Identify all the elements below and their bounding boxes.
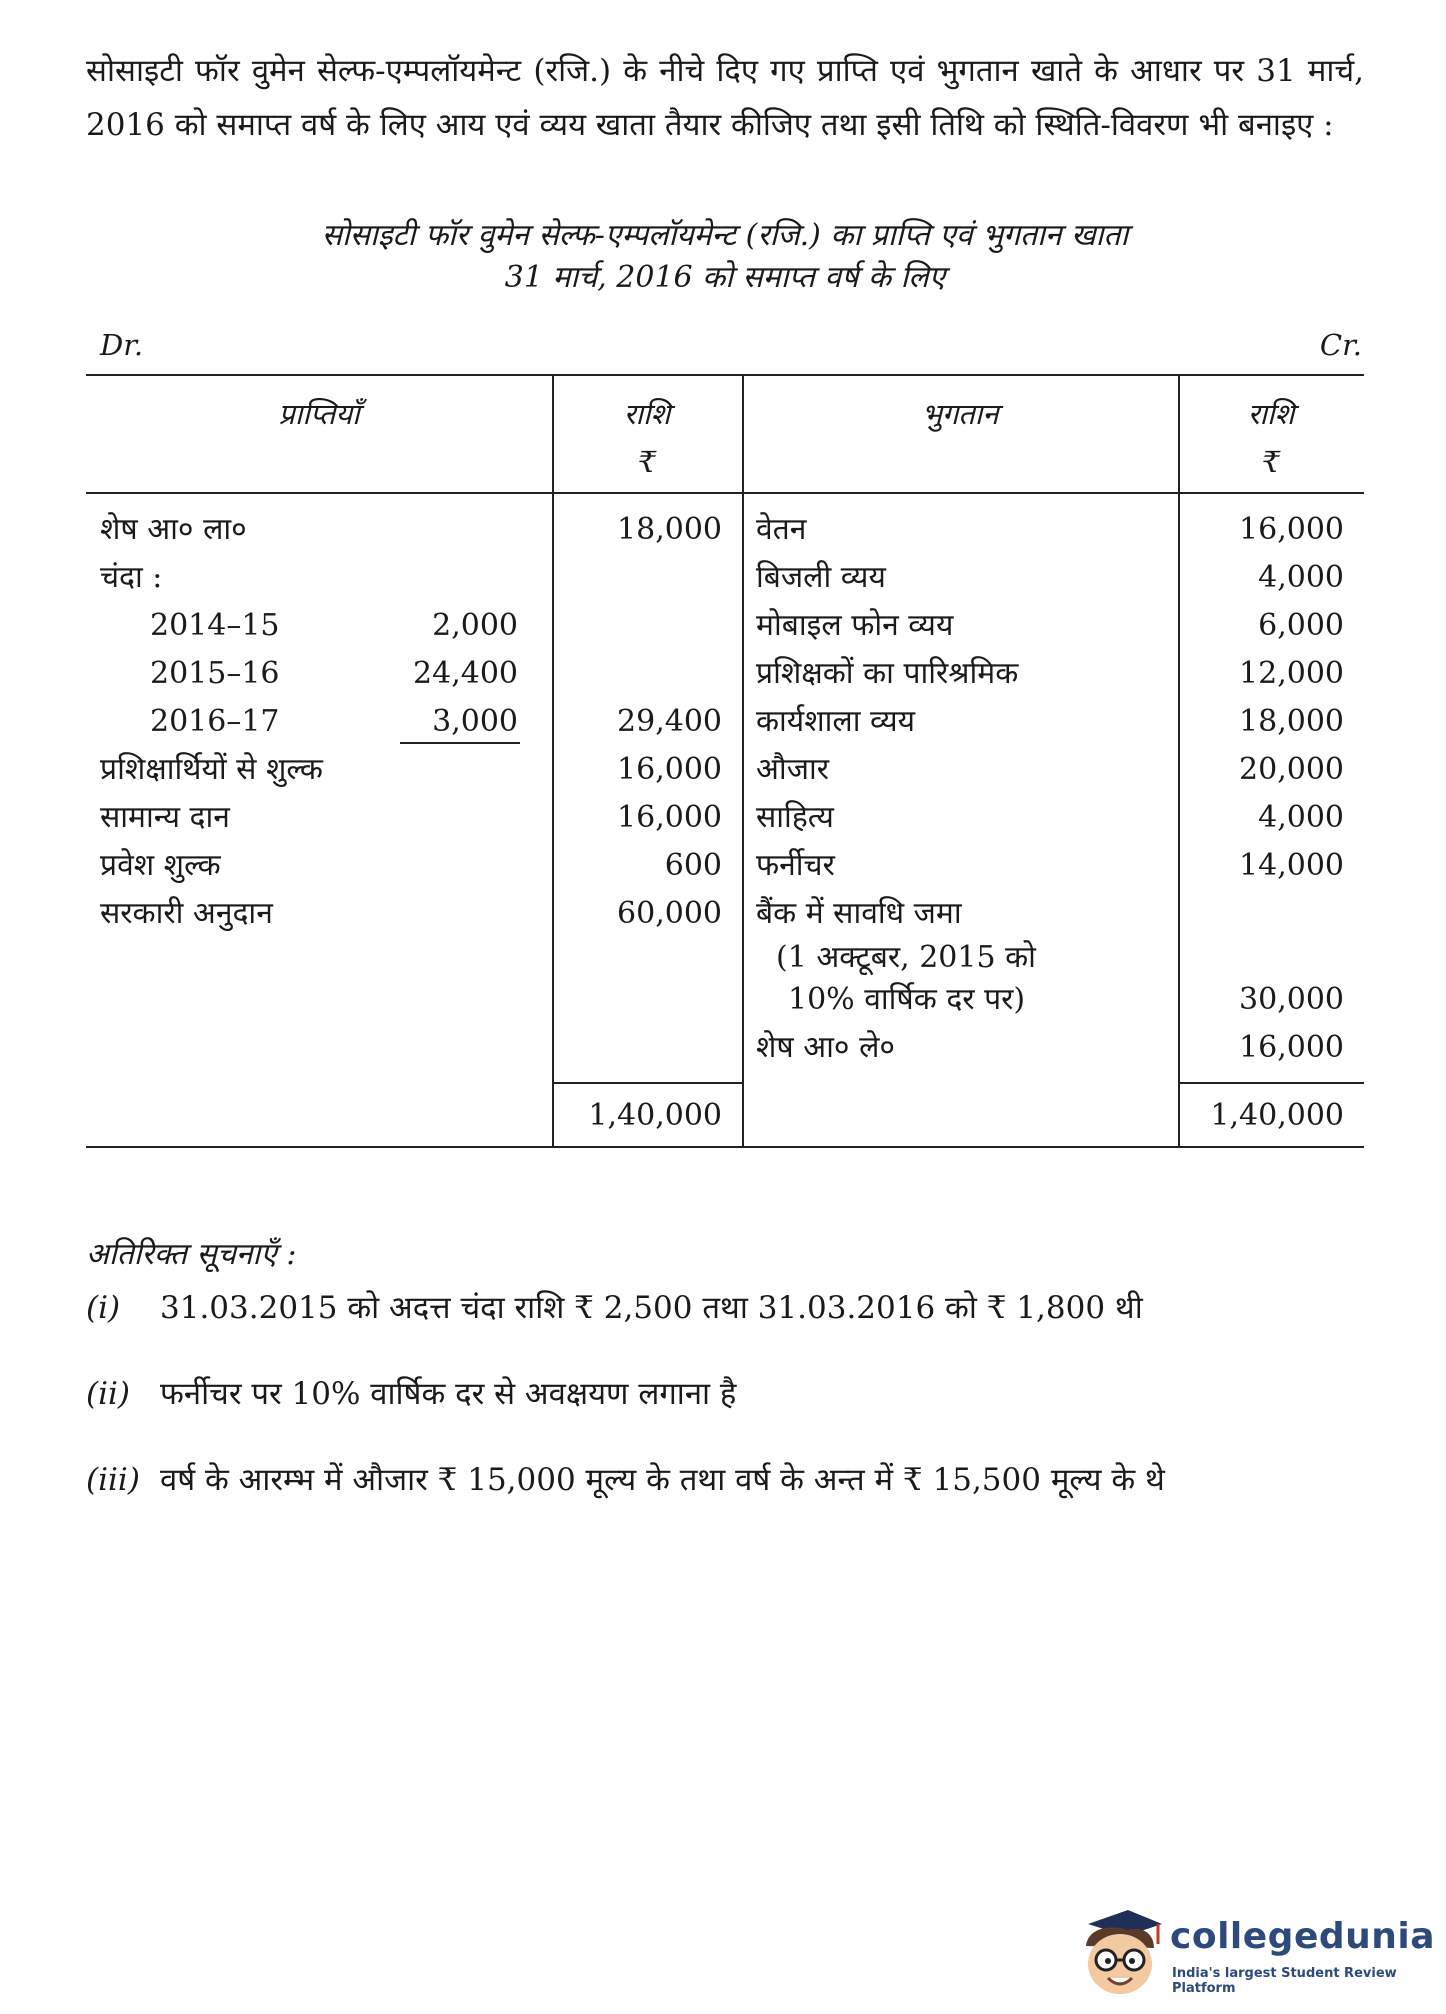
payment-amount: 30,000 — [1239, 982, 1344, 1017]
payments-total-rule — [1178, 1082, 1364, 1084]
payments-header: भुगतान — [921, 397, 999, 431]
payment-label: फर्नीचर — [756, 848, 835, 883]
header-rule — [86, 492, 1364, 494]
note-number: (iii) — [86, 1462, 140, 1498]
payment-amount: 6,000 — [1258, 608, 1344, 643]
receipts-header: प्राप्तियाँ — [278, 397, 360, 431]
amount-label: राशि — [1247, 397, 1295, 431]
payment-label: मोबाइल फोन व्यय — [756, 608, 954, 643]
subscription-year: 2014–15 — [150, 608, 280, 643]
note-text: 31.03.2015 को अदत्त चंदा राशि ₹ 2,500 तथा 31.03.2016 को ₹ 1,800 थी — [160, 1290, 1143, 1326]
rupee-symbol: ₹ — [1261, 445, 1281, 479]
payment-label: बिजली व्यय — [756, 560, 886, 595]
debit-label: Dr. — [100, 328, 144, 362]
receipt-amount: 600 — [664, 848, 722, 883]
credit-label: Cr. — [1319, 328, 1362, 362]
receipt-amount: 60,000 — [617, 896, 722, 931]
payment-label-detail: 10% वार्षिक दर पर) — [788, 982, 1026, 1017]
additional-info-title: अतिरिक्त सूचनाएँ : — [86, 1237, 297, 1272]
receipt-label: शेष आ० ला० — [100, 512, 247, 547]
payment-label: साहित्य — [756, 800, 834, 835]
payment-label-detail: (1 अक्टूबर, 2015 को — [776, 940, 1036, 975]
payment-amount: 20,000 — [1239, 752, 1344, 787]
payment-amount: 12,000 — [1239, 656, 1344, 691]
receipts-payments-table — [86, 374, 1364, 1148]
payment-amount: 16,000 — [1239, 512, 1344, 547]
note-number: (ii) — [86, 1376, 131, 1412]
payment-label: कार्यशाला व्यय — [756, 704, 916, 739]
payment-amount: 4,000 — [1258, 800, 1344, 835]
rupee-symbol: ₹ — [637, 445, 657, 479]
receipt-label: सरकारी अनुदान — [100, 896, 273, 931]
brand-tagline: India's largest Student Review Platform — [1172, 1966, 1397, 1996]
subtotal-rule — [400, 742, 520, 744]
payment-amount: 18,000 — [1239, 704, 1344, 739]
payment-label: औजार — [756, 752, 829, 787]
receipt-amount: 18,000 — [617, 512, 722, 547]
payment-label: शेष आ० ले० — [756, 1030, 896, 1065]
receipts-total: 1,40,000 — [588, 1098, 722, 1133]
receipt-amount: 16,000 — [617, 800, 722, 835]
receipt-label: प्रवेश शुल्क — [100, 848, 221, 883]
additional-note — [86, 1458, 1165, 1502]
additional-note — [86, 1372, 736, 1416]
mascot-icon — [1070, 1902, 1166, 2002]
amount-label: राशि — [623, 397, 671, 431]
receipt-amount: 16,000 — [617, 752, 722, 787]
payments-total: 1,40,000 — [1210, 1098, 1344, 1133]
payment-label: प्रशिक्षकों का पारिश्रमिक — [756, 656, 1019, 691]
note-number: (i) — [86, 1290, 121, 1326]
payment-amount: 16,000 — [1239, 1030, 1344, 1065]
payment-amount: 14,000 — [1239, 848, 1344, 883]
subscription-label: चंदा : — [100, 560, 163, 595]
account-subtitle: 31 मार्च, 2016 को समाप्त वर्ष के लिए — [504, 260, 946, 295]
collegedunia-logo — [1070, 1902, 1440, 2002]
payment-amount: 4,000 — [1258, 560, 1344, 595]
receipt-label: सामान्य दान — [100, 800, 230, 835]
receipts-amount-header — [552, 390, 742, 486]
account-title: सोसाइटी फॉर वुमेन सेल्फ-एम्पलॉयमेन्ट (रजि.) का प्राप्ति एवं भुगतान खाता — [321, 218, 1129, 253]
brand-name: collegedunia — [1170, 1916, 1436, 1957]
note-text: वर्ष के आरम्भ में औजार ₹ 15,000 मूल्य के तथा वर्ष के अन्त में ₹ 15,500 मूल्य के थे — [160, 1462, 1165, 1498]
subscription-amount: 24,400 — [413, 656, 518, 691]
payments-amount-header — [1178, 390, 1364, 486]
subscription-year: 2015–16 — [150, 656, 280, 691]
subscription-year: 2016–17 — [150, 704, 280, 739]
receipt-label: प्रशिक्षार्थियों से शुल्क — [100, 752, 323, 787]
subscription-amount: 2,000 — [432, 608, 518, 643]
subscription-total: 29,400 — [617, 704, 722, 739]
receipts-total-rule — [552, 1082, 742, 1084]
subscription-amount: 3,000 — [432, 704, 518, 739]
note-text: फर्नीचर पर 10% वार्षिक दर से अवक्षयण लगाना है — [160, 1376, 737, 1412]
payment-label: बैंक में सावधि जमा — [756, 896, 962, 931]
question-intro: सोसाइटी फॉर वुमेन सेल्फ-एम्पलॉयमेन्ट (रजि.) के नीचे दिए गए प्राप्ति एवं भुगतान खाते के आधार पर 31 मार्च, 2016 को समाप्त वर्ष के लिए आय एवं व्यय खाता तैयार कीजिए तथा इसी तिथि को स्थिति-विवरण भी बनाइए : — [86, 53, 1364, 143]
payment-label: वेतन — [756, 512, 807, 547]
additional-note — [86, 1286, 1143, 1330]
